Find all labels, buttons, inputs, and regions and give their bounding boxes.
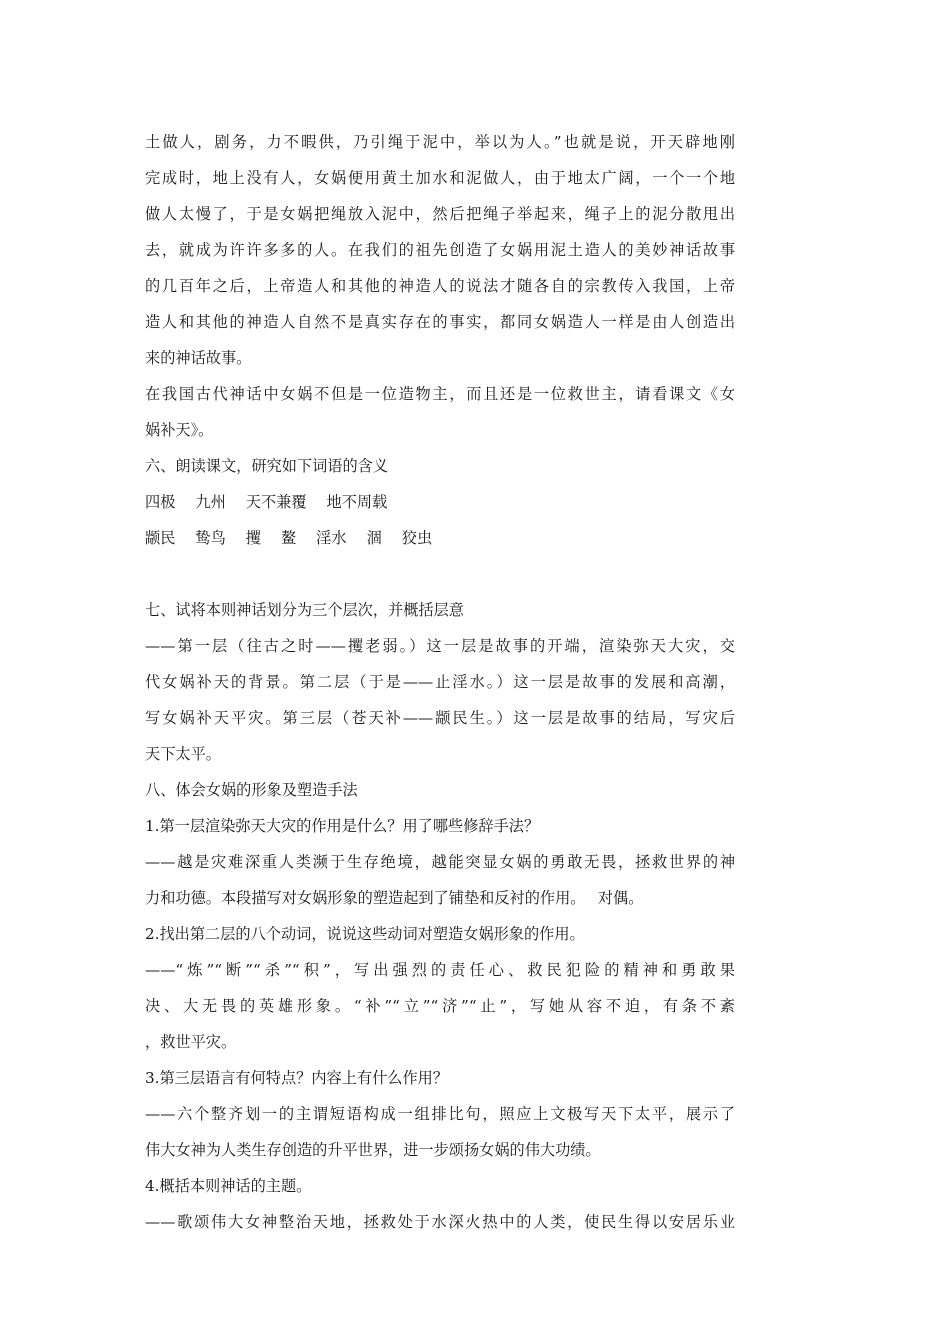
text-line: 3.第三层语言有何特点？内容上有什么作用？ — [145, 1069, 449, 1087]
text-line: 2.找出第二层的八个动词，说说这些动词对塑造女娲形象的作用。 — [145, 925, 585, 943]
text-line: 完成时，地上没有人，女娲便用黄土加水和泥做人，由于地太广阔，一个一个地 — [145, 169, 735, 187]
text-line: 七、试将本则神话划分为三个层次，并概括层意 — [145, 601, 464, 619]
blank-line — [145, 556, 735, 592]
text-line: 做人太慢了，于是女娲把绳放入泥中，然后把绳子举起来，绳子上的泥分散甩出 — [145, 205, 735, 223]
text-line: ——歌颂伟大女神整治天地，拯救处于水深火热中的人类，使民生得以安居乐业 — [145, 1213, 735, 1231]
text-line: 决、大无畏的英雄形象。“补”“立”“济”“止”，写她从容不迫，有条不紊 — [145, 997, 735, 1015]
text-line: ，救世平灾。 — [145, 1033, 237, 1051]
text-line: 代女娲补天的背景。第二层（于是——止淫水。）这一层是故事的发展和高潮， — [145, 673, 735, 691]
text-line: 八、体会女娲的形象及塑造手法 — [145, 781, 358, 799]
text-line: 天下太平。 — [145, 745, 221, 763]
text-line: 1.第一层渲染弥天大灾的作用是什么？用了哪些修辞手法？ — [145, 817, 540, 835]
text-line: ——六个整齐划一的主谓短语构成一组排比句，照应上文极写天下太平，展示了 — [145, 1105, 735, 1123]
text-line: 在我国古代神话中女娲不但是一位造物主，而且还是一位救世主，请看课文《女 — [145, 385, 735, 403]
text-line: ——第一层（往古之时——攫老弱。）这一层是故事的开端，渲染弥天大灾，交 — [145, 637, 735, 655]
text-line: 来的神话故事。 — [145, 349, 252, 367]
text-line: 土做人，剧务，力不暇供，乃引绳于泥中，举以为人。”也就是说，开天辟地刚 — [145, 133, 735, 151]
text-line: 伟大女神为人类生存创造的升平世界，进一步颂扬女娲的伟大功绩。 — [145, 1141, 601, 1159]
text-line: 写女娲补天平灾。第三层（苍天补——颛民生。）这一层是故事的结局，写灾后 — [145, 709, 735, 727]
text-line: 去，就成为许许多多的人。在我们的祖先创造了女娲用泥土造人的美妙神话故事 — [145, 241, 735, 259]
text-line: 造人和其他的神造人自然不是真实存在的事实，都同女娲造人一样是由人创造出 — [145, 313, 735, 331]
text-line: 六、朗读课文，研究如下词语的含义 — [145, 457, 388, 475]
text-line: 娲补天》。 — [145, 421, 214, 439]
text-line: 颛民 鸷鸟 攫 鳌 淫水 涸 狡虫 — [145, 529, 433, 547]
text-line: 4.概括本则神话的主题。 — [145, 1177, 312, 1195]
text-line: 的几百年之后，上帝造人和其他的神造人的说法才随各自的宗教传入我国，上帝 — [145, 277, 735, 295]
text-line: ——“炼”“断”“杀”“积”，写出强烈的责任心、救民犯险的精神和勇敢果 — [145, 961, 735, 979]
text-line: 力和功德。本段描写对女娲形象的塑造起到了铺垫和反衬的作用。 对偶。 — [145, 889, 644, 907]
text-line: 四极 九州 天不兼覆 地不周载 — [145, 493, 388, 511]
document-page — [145, 124, 735, 1240]
document-body — [145, 124, 735, 1240]
text-line: ——越是灾难深重人类濒于生存绝境，越能突显女娲的勇敢无畏，拯救世界的神 — [145, 853, 735, 871]
